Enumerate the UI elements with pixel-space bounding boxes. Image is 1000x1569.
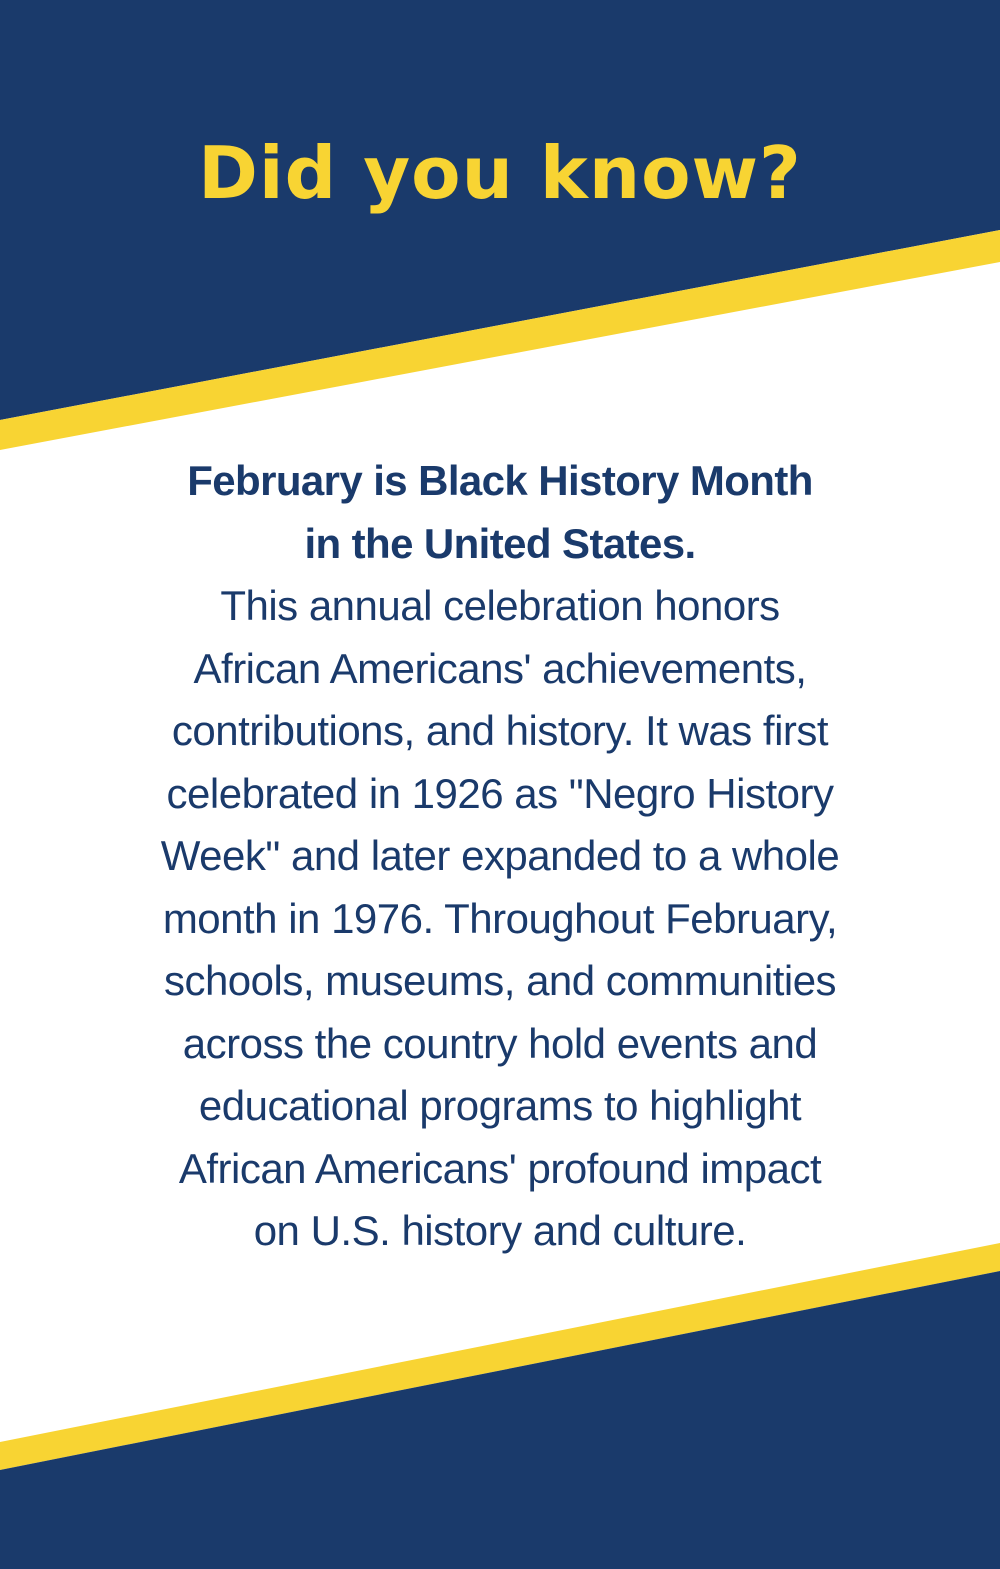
body-line: educational programs to highlight <box>198 1082 802 1129</box>
lead-line: in the United States. <box>304 519 696 567</box>
body-line: across the country hold events and <box>182 1019 818 1067</box>
body-line: on U.S. history and culture. <box>253 1207 747 1254</box>
body-line: African Americans' profound impact <box>178 1144 822 1192</box>
body-line: contributions, and history. It was first <box>171 707 829 754</box>
card-title: Did you know? <box>198 131 802 215</box>
body-text <box>90 575 910 1263</box>
lead-text <box>90 450 910 575</box>
body-line: This annual celebration honors <box>220 582 780 629</box>
body-line: celebrated in 1926 as "Negro History <box>166 769 834 817</box>
body-line: month in 1976. Throughout February, <box>162 894 838 942</box>
body-line: African Americans' achievements, <box>193 644 807 692</box>
lead-line: February is Black History Month <box>187 457 813 504</box>
body-line: Week" and later expanded to a whole <box>160 832 840 879</box>
card-content <box>90 450 910 1263</box>
body-line: schools, museums, and communities <box>163 957 837 1004</box>
